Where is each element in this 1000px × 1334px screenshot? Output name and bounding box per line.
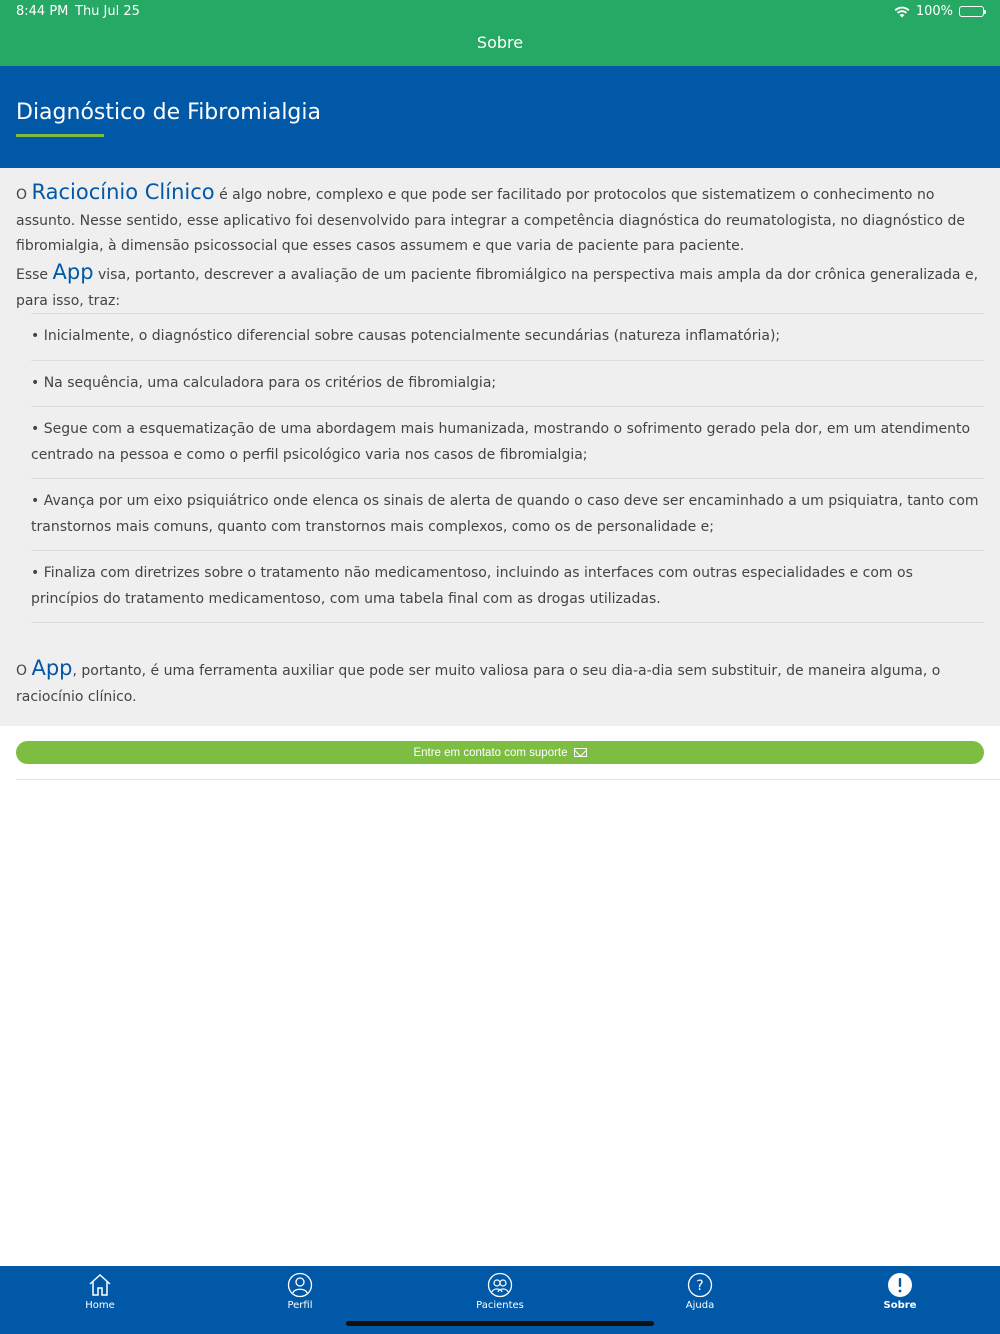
intro-text: é algo nobre, complexo e que pode ser facilitado por protocolos que sistematizem o conhecimento no assunto. Nesse sentido, esse aplicativo foi desenvolvido para integrar a competência diagnóstica do reumatologista, no diagnóstico de fibromialgia, à dimensão psicossocial que esses casos assumem e que varia de paciente para paciente. [16, 187, 965, 254]
info-icon [887, 1272, 913, 1298]
tab-about[interactable] [800, 1272, 1000, 1311]
intro-paragraph [16, 180, 984, 260]
mail-icon [574, 748, 587, 757]
status-bar [0, 0, 1000, 24]
tab-label: Pacientes [476, 1300, 524, 1311]
support-label: Entre em contato com suporte [413, 746, 568, 759]
list-item: • Na sequência, uma calculadora para os critérios de fibromialgia; [31, 361, 984, 408]
status-date: Thu Jul 25 [75, 4, 140, 19]
purpose-prefix: Esse [16, 267, 53, 283]
page-header [0, 66, 1000, 168]
page-title: Diagnóstico de Fibromialgia [16, 100, 321, 125]
tab-patients[interactable] [400, 1272, 600, 1311]
intro-highlight: Raciocínio Clínico [31, 180, 215, 204]
wifi-icon [894, 6, 910, 18]
home-indicator[interactable] [346, 1321, 654, 1326]
features-list [31, 313, 984, 623]
list-item: • Segue com a esquematização de uma abordagem mais humanizada, mostrando o sofrimento gerado pela dor, em um atendimento centrado na pessoa e como o perfil psicológico varia nos casos de fibromialgia; [31, 407, 984, 479]
purpose-text: visa, portanto, descrever a avaliação de um paciente fibromiálgico na perspectiva mais ampla da dor crônica generalizada e, para isso, traz: [16, 267, 979, 309]
tab-profile[interactable] [200, 1272, 400, 1311]
contact-support-button[interactable] [16, 741, 984, 764]
conclusion-highlight: App [31, 656, 73, 680]
tab-label: Perfil [287, 1300, 313, 1311]
list-item: • Inicialmente, o diagnóstico diferencial sobre causas potencialmente secundárias (natureza inflamatória); [31, 314, 984, 361]
battery-percent: 100% [915, 4, 953, 19]
about-content [0, 168, 1000, 726]
profile-icon [287, 1272, 313, 1298]
tab-home[interactable] [0, 1272, 200, 1311]
purpose-paragraph [16, 260, 984, 314]
navigation-bar [0, 24, 1000, 66]
home-icon [87, 1272, 113, 1298]
svg-text:?: ? [696, 1278, 704, 1294]
status-time: 8:44 PM [16, 4, 69, 19]
tab-label: Sobre [883, 1300, 917, 1311]
list-item: • Avança por um eixo psiquiátrico onde elenca os sinais de alerta de quando o caso deve ser encaminhado a um psiquiatra, tanto com transtornos mais comuns, quanto com transtornos mais complexos, como os de personalidade e; [31, 479, 984, 551]
tab-help[interactable] [600, 1272, 800, 1311]
purpose-highlight: App [52, 260, 94, 284]
help-icon [687, 1272, 713, 1298]
conclusion-prefix: O [16, 663, 32, 679]
nav-title: Sobre [476, 33, 524, 52]
list-item: • Finaliza com diretrizes sobre o tratamento não medicamentoso, incluindo as interfaces com outras especialidades e com os princípios do tratamento medicamentoso, com uma tabela final com as drogas utilizadas. [31, 551, 984, 623]
status-right [894, 4, 984, 19]
title-underline [16, 134, 104, 137]
conclusion-text: , portanto, é uma ferramenta auxiliar que pode ser muito valiosa para o seu dia-a-dia sem substituir, de maneira alguma, o raciocínio clínico. [16, 663, 941, 705]
tab-label: Home [85, 1300, 115, 1311]
intro-prefix: O [16, 187, 32, 203]
patients-icon [487, 1272, 513, 1298]
conclusion-paragraph [16, 656, 984, 710]
tab-label: Ajuda [685, 1300, 715, 1311]
battery-icon [959, 6, 984, 17]
divider [16, 779, 1000, 780]
